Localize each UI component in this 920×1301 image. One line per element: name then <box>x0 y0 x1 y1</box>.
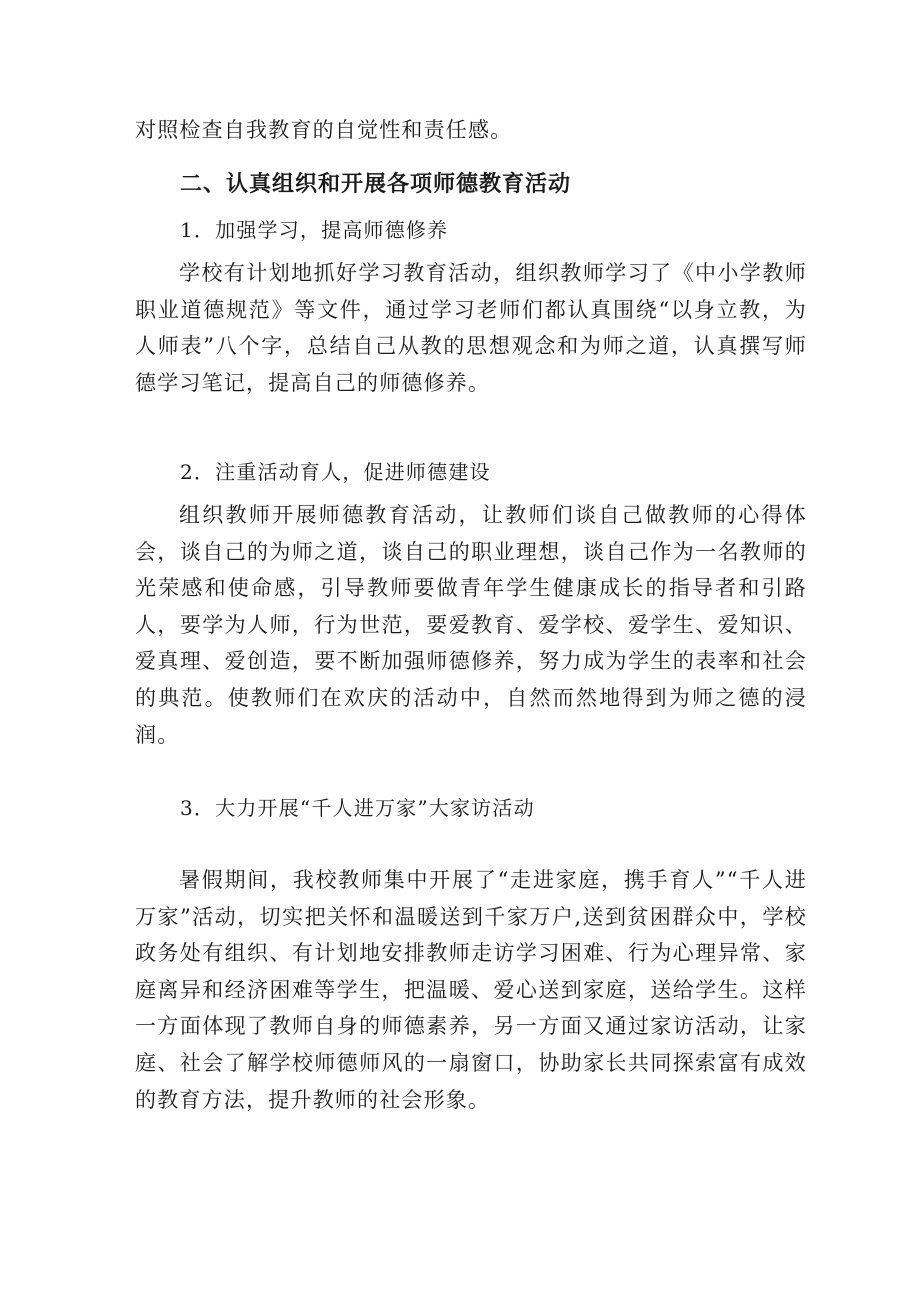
item-3-body: 暑假期间，我校教师集中开展了“走进家庭，携手育人”“千人进万家”活动，切实把关怀和温暖送到千家万户,送到贫困群众中，学校政务处有组织、有计划地安排教师走访学习困难、行为心理异常、家庭离异和经济困难等学生，把温暖、爱心送到家庭，送给学生。这样一方面体现了教师自身的师德素养，另一方面又通过家访活动，让家庭、社会了解学校师德师风的一扇窗口，协助家长共同探索富有成效的教育方法，提升教师的社会形象。 <box>135 868 807 1112</box>
item-2-title: 2．注重活动育人，促进师德建设 <box>180 460 491 484</box>
section-heading: 二、认真组织和开展各项师德教育活动 <box>180 172 572 197</box>
item-2-body: 组织教师开展师德教育活动，让教师们谈自己做教师的心得体会，谈自己的为师之道，谈自己的职业理想，谈自己作为一名教师的光荣感和使命感，引导教师要做青年学生健康成长的指导者和引路人，要学为人师，行为世范，要爱教育、爱学校、爱学生、爱知识、爱真理、爱创造，要不断加强师德修养，努力成为学生的表率和社会的典范。使教师们在欢庆的活动中，自然而然地得到为师之德的浸润。 <box>135 503 807 747</box>
paragraph-continuation: 对照检查自我教育的自觉性和责任感。 <box>135 118 513 142</box>
item-1-body: 学校有计划地抓好学习教育活动，组织教师学习了《中小学教师职业道德规范》等文件，通过学习老师们都认真围绕“以身立教，为人师表”八个字，总结自己从教的思想观念和为师之道，认真撰写师德学习笔记，提高自己的师德修养。 <box>135 261 807 395</box>
item-1-title: 1．加强学习，提高师德修养 <box>180 218 449 242</box>
item-3-title: 3．大力开展“千人进万家”大家访活动 <box>180 796 535 820</box>
